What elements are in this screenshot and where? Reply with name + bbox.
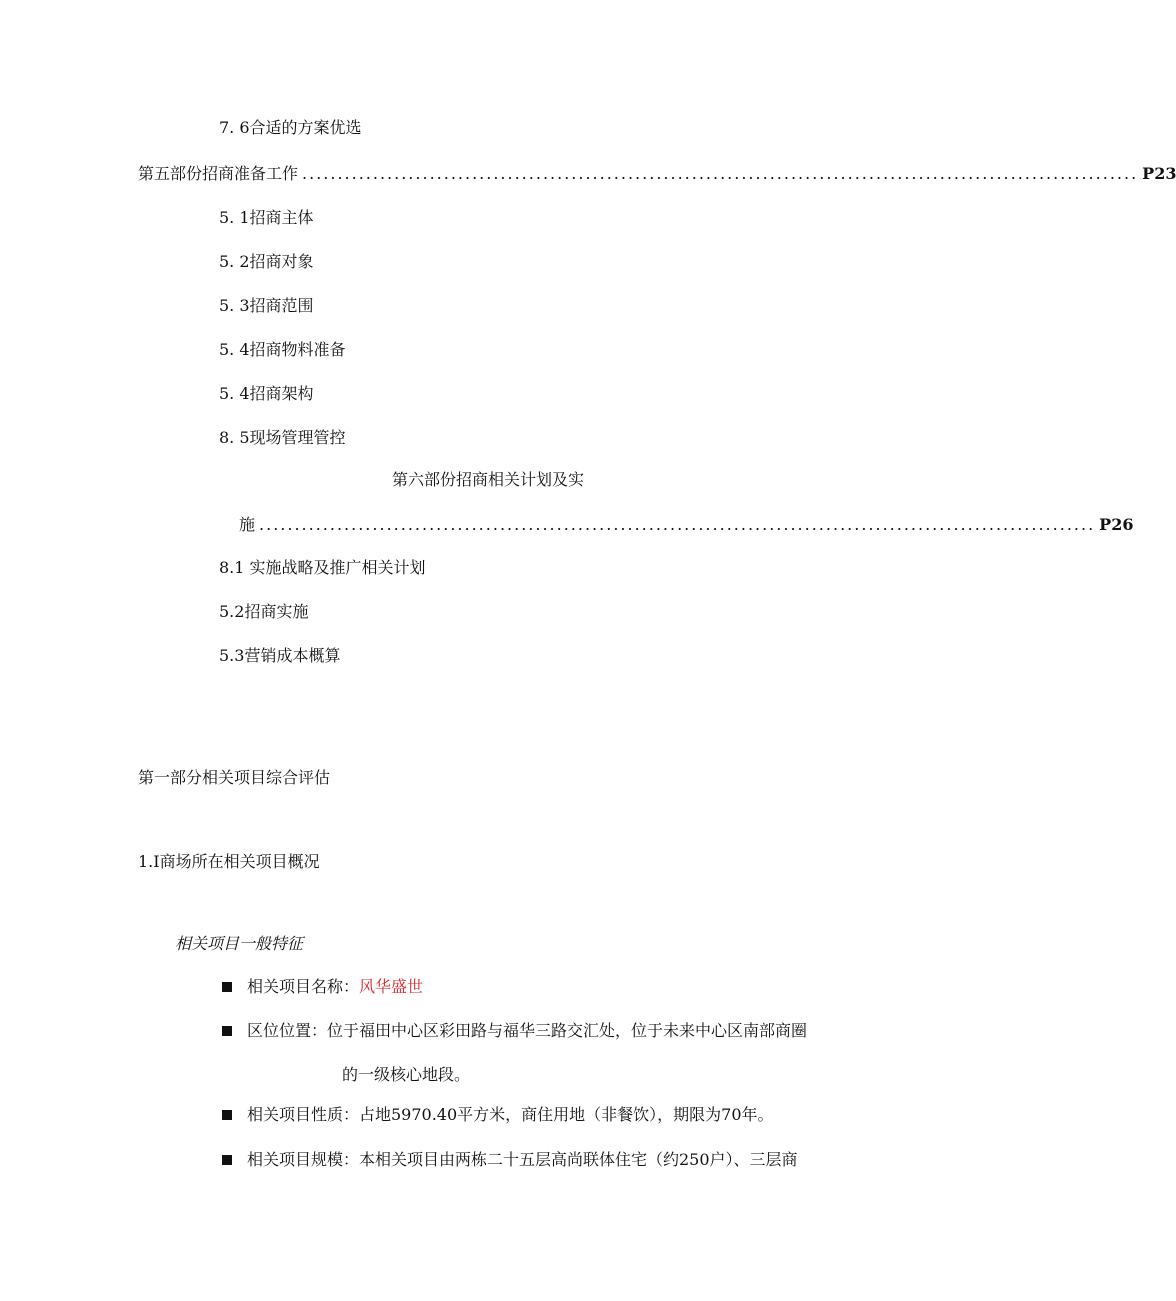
bullet-nature: 相关项目性质：占地5970.40平方米，商住用地（非餐饮），期限为70年。 [247,1105,774,1124]
subheading: 相关项目一般特征 [175,934,304,953]
bullet-project-name [247,977,423,997]
toc-item: 8. 5现场管理管控 [219,428,346,447]
toc-part6-title-cont: 施 [239,515,256,534]
toc-item: 5. 2招商对象 [219,252,314,271]
toc-item: 5. 1招商主体 [219,208,314,227]
toc-item: 5. 4招商物料准备 [219,340,346,359]
project-name-value: 风华盛世 [359,977,424,996]
toc-item: 5.3营销成本概算 [219,646,341,665]
toc-leader-dots: ...................................................................................................................... [259,515,1096,534]
toc-item-7-6: 7. 6合适的方案优选 [219,118,362,137]
bullet-scale: 相关项目规模：本相关项目由两栋二十五层高尚联体住宅（约250户）、三层商 [247,1150,798,1169]
section-heading: 1.I商场所在相关项目概况 [138,852,320,871]
bullet-location-cont: 的一级核心地段。 [342,1065,471,1084]
toc-item: 5. 4招商架构 [219,384,314,403]
bullet-square-icon [222,1026,232,1036]
toc-item: 5. 3招商范围 [219,296,314,315]
bullet-square-icon [222,1110,232,1120]
toc-item: 8.1 实施战略及推广相关计划 [219,558,426,577]
toc-leader-dots: ...................................................................................................................... [302,164,1139,183]
toc-part6-title: 第六部份招商相关计划及实 [392,470,585,489]
bullet-square-icon [222,1155,232,1165]
part1-heading: 第一部分相关项目综合评估 [138,768,331,787]
toc-part5-page: P23 [1142,164,1176,183]
toc-part6-page: P26 [1099,515,1134,534]
toc-item: 5.2招商实施 [219,602,309,621]
bullet-location: 区位位置：位于福田中心区彩田路与福华三路交汇处，位于未来中心区南部商圈 [247,1021,808,1040]
toc-part6 [239,515,1134,535]
toc-part5-title: 第五部份招商准备工作 [138,164,299,183]
bullet-square-icon [222,982,232,992]
toc-part5 [138,164,1176,184]
project-name-label: 相关项目名称： [247,977,360,996]
